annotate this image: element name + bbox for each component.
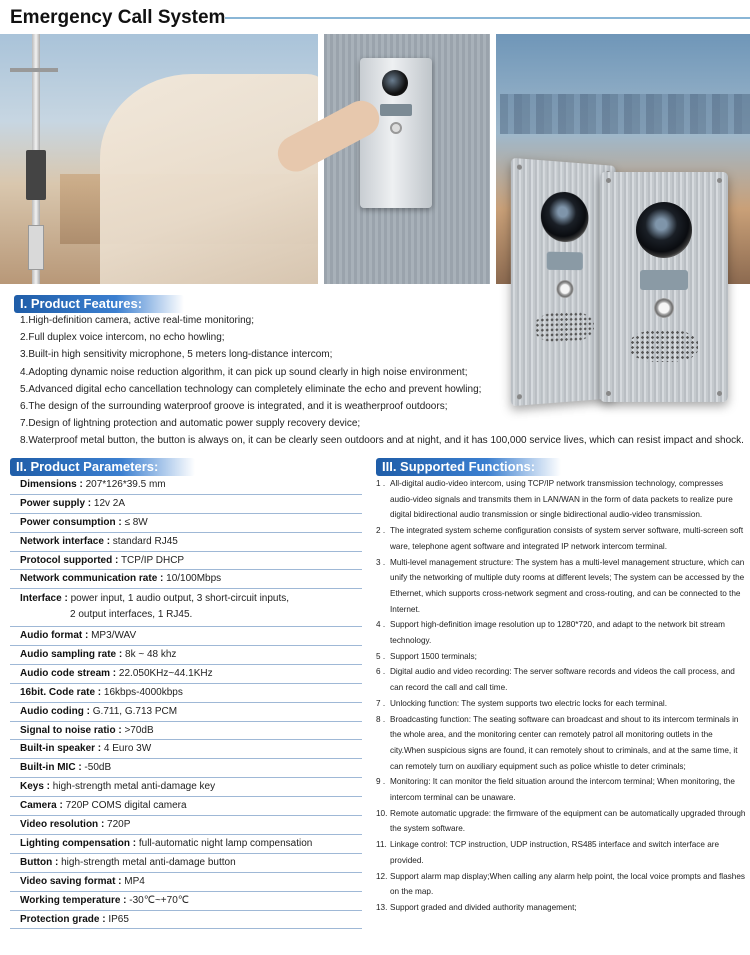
phone-label: [547, 252, 583, 270]
parameter-row: Signal to noise ratio : >70dB: [10, 722, 362, 741]
function-item: 6 . Digital audio and video recording: The server software records and videos the call process, and can record the call and call time.: [376, 667, 735, 693]
title-rule: [225, 17, 750, 19]
function-item: 2 . The integrated system scheme configuration consists of system server software, multi-screen soft ware, telephone agent software and integrated IP network intercom terminal.: [376, 526, 744, 551]
screw-icon: [517, 164, 522, 170]
feature-item: 6.The design of the surrounding waterproof groove is integrated, and it is weatherproof outdoors;: [20, 401, 448, 413]
parameter-row: 16bit. Code rate : 16kbps-4000kbps: [10, 684, 362, 703]
parameter-row: Protocol supported : TCP/IP DHCP: [10, 552, 362, 571]
hero-divider: [490, 34, 496, 284]
function-item: 8 . Broadcasting function: The seating software can broadcast and shout to its intercom terminals in the whole area, and the monitoring center can remotely patrol all monitoring outlets in the city.When suspicious signs are found, it can remotely shout to criminals, and at the same time, it can remotely turn on auxiliary equipment such as police whistle to deter criminals;: [376, 714, 739, 771]
parameters-heading: [10, 458, 195, 476]
parameter-row: Audio coding : G.711, G.713 PCM: [10, 703, 362, 722]
parameter-row: Button : high-strength metal anti-damage button: [10, 854, 362, 873]
functions-heading: [376, 458, 561, 476]
parameter-row: Built-in speaker : 4 Euro 3W: [10, 740, 362, 759]
parameter-row: Built-in MIC : -50dB: [10, 759, 362, 778]
hero-city: [500, 94, 750, 134]
parameter-row: Interface : power input, 1 audio output, 3 short-circuit inputs, 2 output interfaces, 1 RJ45.: [10, 589, 362, 627]
function-item: 3 . Multi-level management structure: The system has a multi-level management structure, which can unify the networking of multiple duty rooms at different levels; The system can be accessed by the Ethernet, which supports cross-network segment and cross-routing, and can be connected to the Internet.: [376, 557, 745, 614]
feature-item: 7.Design of lightning protection and automatic power supply recovery device;: [20, 418, 361, 430]
camera-icon: [541, 191, 589, 243]
parameter-row: Audio format : MP3/WAV: [10, 627, 362, 646]
features-heading: [14, 295, 184, 313]
functions-list: [376, 476, 746, 916]
feature-item: 2.Full duplex voice intercom, no echo howling;: [20, 332, 225, 344]
parameter-row: Network interface : standard RJ45: [10, 533, 362, 552]
call-button-icon: [390, 122, 402, 134]
screw-icon: [717, 178, 722, 183]
screw-icon: [606, 178, 611, 183]
call-button-icon: [556, 280, 573, 298]
camera-icon: [382, 70, 408, 96]
feature-item: 8.Waterproof metal button, the button is always on, it can be clearly seen outdoors and at night, and it has 100,000 service lives, which can resist impact and shock.: [20, 435, 744, 447]
phone-label: [380, 104, 412, 116]
features-heading-text: I. Product Features:: [20, 296, 143, 311]
feature-item: 4.Adopting dynamic noise reduction algorithm, it can pick up sound clearly in high noise environment;: [20, 366, 468, 378]
function-item: 13. Support graded and divided authority management;: [376, 902, 577, 912]
function-item: 10. Remote automatic upgrade: the firmware of the equipment can be automatically upgraded through the system software.: [376, 808, 746, 834]
parameter-row: Keys : high-strength metal anti-damage key: [10, 778, 362, 797]
parameter-row: Video resolution : 720P: [10, 816, 362, 835]
parameter-row: Audio sampling rate : 8k ~ 48 khz: [10, 646, 362, 665]
page-title: Emergency Call System: [10, 7, 226, 28]
parameter-row: Audio code stream : 22.050KHz~44.1KHz: [10, 665, 362, 684]
parameter-row: Network communication rate : 10/100Mbps: [10, 570, 362, 589]
function-item: 4 . Support high-definition image resolution up to 1280*720, and adapt to the network bit stream technology.: [376, 620, 725, 646]
functions-heading-text: III. Supported Functions:: [382, 459, 536, 474]
parameter-row: Video saving format : MP4: [10, 873, 362, 892]
parameter-row: Lighting compensation : full-automatic night lamp compensation: [10, 835, 362, 854]
parameters-table: [10, 476, 362, 929]
function-item: 7 . Unlocking function: The system supports two electric locks for each terminal.: [376, 698, 667, 708]
camera-icon: [636, 202, 692, 258]
function-item: 12. Support alarm map display;When calling any alarm help point, the local voice prompts and flashes on the map.: [376, 871, 745, 897]
parameters-heading-text: II. Product Parameters:: [16, 459, 159, 474]
function-item: 11. Linkage control: TCP instruction, UDP instruction, RS485 interface and switch interface are provided.: [376, 840, 720, 865]
function-item: 5 . Support 1500 terminals;: [376, 651, 477, 661]
feature-item: 5.Advanced digital echo cancellation technology can completely eliminate the echo and prevent howling;: [20, 383, 482, 395]
feature-item: 3.Built-in high sensitivity microphone, 5 meters long-distance intercom;: [20, 349, 333, 361]
features-list: [20, 312, 750, 450]
parameter-row: Working temperature : -30℃~+70℃: [10, 892, 362, 911]
function-item: 1 . All-digital audio-video intercom, using TCP/IP network transmission technology, compresses audio-video signals and transmits them in LAN/WAN in the form of data packets to realize pure digital bidirectional audio transmission or single bidirectional audio-video transmission.: [376, 479, 733, 520]
parameter-row: Camera : 720P COMS digital camera: [10, 797, 362, 816]
function-item: 9 . Monitoring: It can monitor the field situation around the intercom terminal; When monitoring, the intercom terminal can be unaware.: [376, 777, 735, 803]
phone-label: [640, 270, 688, 290]
parameter-row: Dimensions : 207*126*39.5 mm: [10, 476, 362, 495]
feature-item: 1.High-definition camera, active real-time monitoring;: [20, 315, 254, 326]
pole-lamp-arm: [10, 68, 58, 72]
pole-intercom: [28, 225, 44, 270]
parameter-row: Power consumption : ≤ 8W: [10, 514, 362, 533]
title-bar: [0, 0, 750, 34]
parameter-row: Protection grade : IP65: [10, 911, 362, 930]
parameter-row: Power supply : 12v 2A: [10, 495, 362, 514]
pole-display: [26, 150, 46, 200]
hero-person: [100, 74, 330, 284]
